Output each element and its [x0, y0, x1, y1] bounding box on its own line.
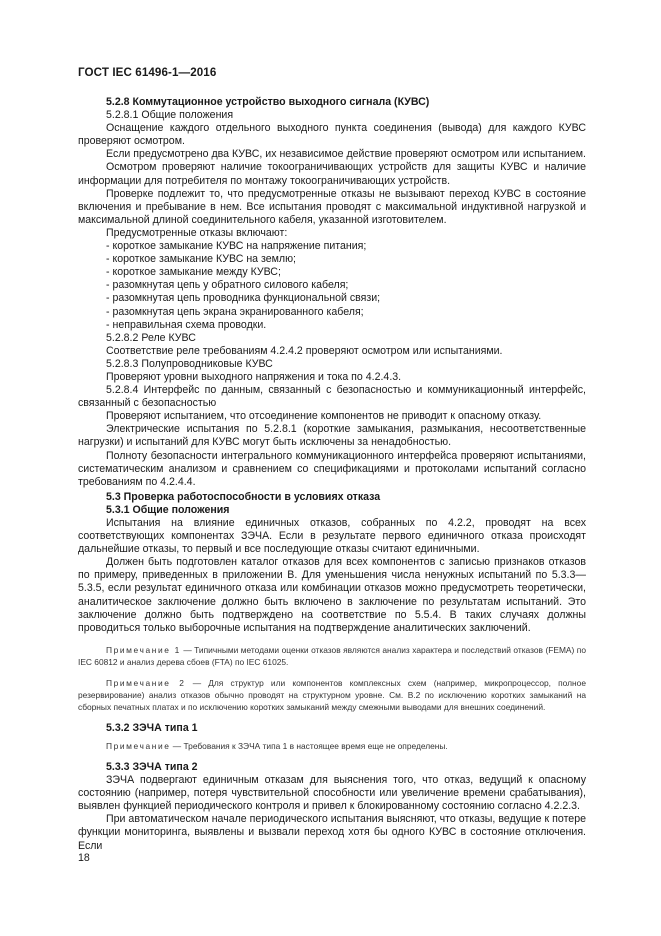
subsection-5-2-8-3-heading: 5.2.8.3 Полупроводниковые КУВС	[106, 357, 273, 370]
subsection-5-2-8-4-text: 5.2.8.4 Интерфейс по данным, связанный с безопасностью и коммуникационный интерфейс, связанный с безопасностью	[78, 384, 586, 410]
paragraph: Должен быть подготовлен каталог отказов для всех компонентов с записью признаков отказов по примеру, приведенных в приложении В. Для уменьшения числа ненужных испытаний по 5.3.3—5.3.5, если результат единичного отказа или комбинации отказов можно предусмотреть теоретически, аналитическое заключение должно быть включено в заключение по результатам испытаний. Это заключение должно быть подтверждено на соответствие по 5.5.4. В таких случаях должны проводиться только выборочные испытания на подтверждение аналитических заключений.	[78, 556, 586, 634]
list-item: - разомкнутая цепь проводника функциональной связи;	[106, 292, 381, 305]
paragraph: Полноту безопасности интегрального коммуникационного интерфейса проверяют испытаниями, систематическим анализом и сравнением со спецификациями и протоколами испытаний согласно требованиям по 4.2.4.4.	[78, 449, 586, 488]
document-header: ГОСТ IEC 61496-1—2016	[78, 66, 217, 79]
section-5-3-heading: 5.3 Проверка работоспособности в условиях отказа	[106, 490, 381, 503]
note-label: Примечание	[106, 740, 171, 751]
subsection-5-3-3-heading: 5.3.3 ЗЭЧА типа 2	[106, 760, 198, 773]
note-1	[78, 644, 586, 668]
note-label: Примечание 2	[106, 677, 186, 688]
subsection-5-2-8-1-heading: 5.2.8.1 Общие положения	[106, 109, 234, 122]
note-text: — Типичными методами оценки отказов являются анализ характера и последствий отказов (FEMA) по IEC 60812 и анализ дерева сбоев (FTA) по IEC 61025.	[78, 644, 586, 667]
faults-list	[78, 240, 586, 332]
note-text: — Для структур или компонентов комплексных схем (например, микропроцессор, полное резервирование) анализ отказов обычно проводят на структурном уровне. См. В.2 по исключению коротких замыканий на сборных печатных платах и по исключению коротких замыканий между смежными выводами для внешних соединений.	[78, 677, 586, 712]
paragraph: Проверке подлежит то, что предусмотренные отказы не вызывают переход КУВС в состояние включения и пребывание в нем. Все испытания проводят с максимальной индуктивной нагрузкой и максимальной длиной соединительного кабеля, указанной изготовителем.	[78, 187, 586, 226]
note-2	[78, 677, 586, 713]
note-label: Примечание 1	[106, 644, 181, 655]
paragraph: Осмотром проверяют наличие токоограничивающих устройств для защиты КУВС и наличие информации для потребителя по монтажу токоограничивающих устройств.	[78, 161, 586, 187]
subsection-5-3-2-heading: 5.3.2 ЗЭЧА типа 1	[106, 721, 198, 734]
subsection-5-3-1-heading: 5.3.1 Общие положения	[106, 503, 230, 516]
list-item: - разомкнутая цепь у обратного силового кабеля;	[106, 279, 349, 292]
paragraph: При автоматическом начале периодического испытания выясняют, что отказы, ведущие к потере функции мониторинга, выявлены и вызвали переход хотя бы одного КУВС в состояние отключения. Если	[78, 813, 586, 852]
list-item: - разомкнутая цепь экрана экранированного кабеля;	[106, 305, 364, 318]
paragraph: Соответствие реле требованиям 4.2.4.2 проверяют осмотром или испытаниями.	[106, 344, 503, 357]
list-item: - неправильная схема проводки.	[106, 318, 267, 331]
note-3	[78, 740, 586, 752]
paragraph: Испытания на влияние единичных отказов, собранных по 4.2.2, проводят на всех соответствующих компонентах ЗЭЧА. Если в результате первого единичного отказа происходят дальнейшие отказы, то первый и все последующие отказы считают единичными.	[78, 517, 586, 556]
note-text: — Требования к ЗЭЧА типа 1 в настоящее время еще не определены.	[170, 740, 448, 751]
page-number: 18	[78, 852, 90, 864]
faults-intro: Предусмотренные отказы включают:	[106, 226, 288, 239]
section-5-2-8-heading: 5.2.8 Коммутационное устройство выходного сигнала (КУВС)	[106, 96, 430, 108]
paragraph: ЗЭЧА подвергают единичным отказам для выяснения того, что отказ, ведущий к опасному состоянию (например, потеря чувствительной способности или увеличение времени срабатывания), выявлен функцией периодического контроля и привел к блокированному состоянию согласно 4.2.2.3.	[78, 774, 586, 813]
subsection-5-2-8-2-heading: 5.2.8.2 Реле КУВС	[106, 331, 196, 344]
page-body	[78, 96, 586, 853]
paragraph: Оснащение каждого отдельного выходного пункта соединения (вывода) для каждого КУВС проверяют осмотром.	[78, 122, 586, 148]
list-item: - короткое замыкание КУВС на землю;	[106, 253, 297, 266]
list-item: - короткое замыкание между КУВС;	[106, 266, 281, 279]
list-item: - короткое замыкание КУВС на напряжение питания;	[106, 240, 367, 253]
paragraph: Электрические испытания по 5.2.8.1 (короткие замыкания, размыкания, несоответственные нагрузки) и испытаний для КУВС могут быть исключены за ненадобностью.	[78, 423, 586, 449]
paragraph: Если предусмотрено два КУВС, их независимое действие проверяют осмотром или испытанием.	[106, 148, 586, 161]
paragraph: Проверяют уровни выходного напряжения и тока по 4.2.4.3.	[106, 370, 402, 383]
paragraph: Проверяют испытанием, что отсоединение компонентов не приводит к опасному отказу.	[106, 410, 542, 423]
